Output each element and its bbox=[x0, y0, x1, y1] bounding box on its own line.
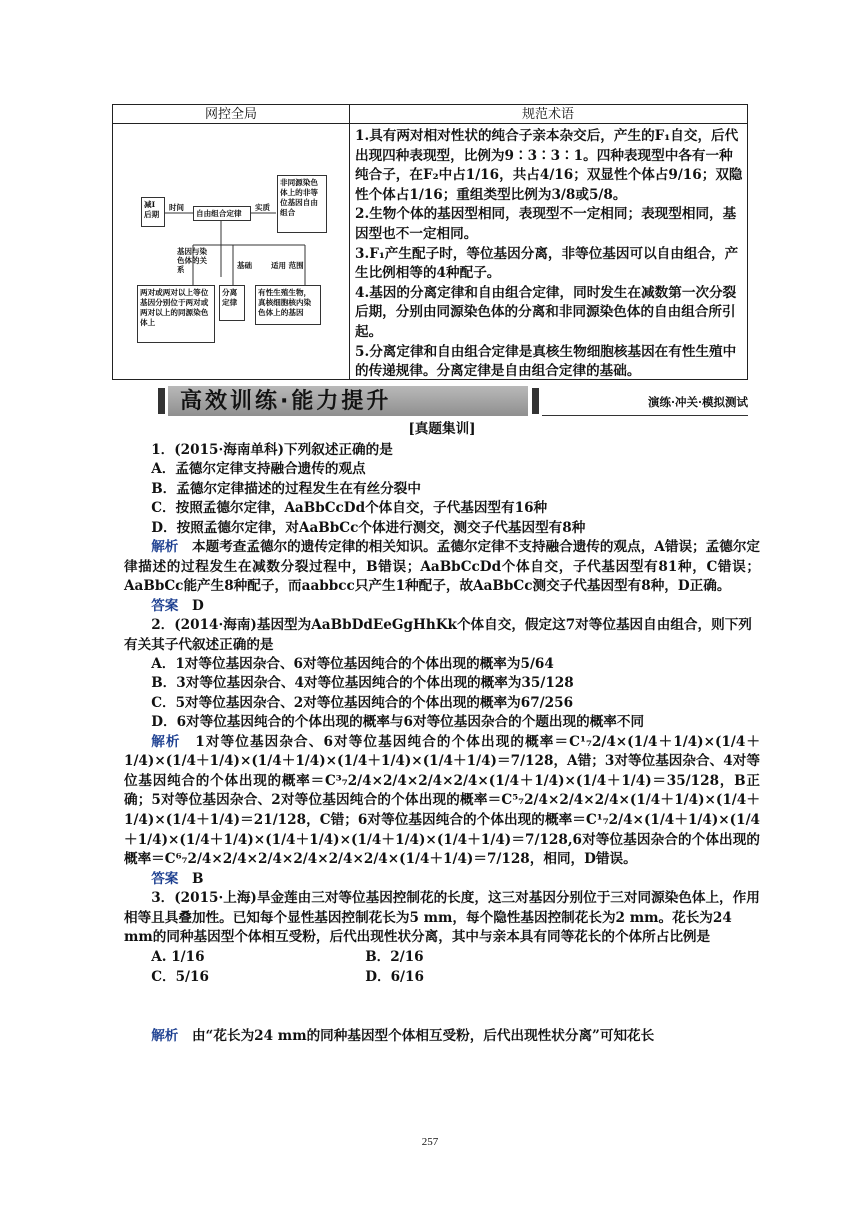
q1-option: A．孟德尔定律支持融合遗传的观点 bbox=[151, 461, 366, 478]
q1-option: D．按照孟德尔定律，对AaBbCc个体进行测交，测交子代基因型有8种 bbox=[151, 519, 586, 536]
label-essence: 实质 bbox=[255, 203, 270, 212]
page-number: 257 bbox=[421, 1136, 439, 1148]
q1-answer-label: 答案 bbox=[151, 597, 179, 614]
rule-item: 2.生物个体的基因型相同，表现型不一定相同；表现型相同，基因型也不一定相同。 bbox=[355, 206, 737, 242]
rule-item: 1.具有两对相对性状的纯合子亲本杂交后，产生的F₁自交，后代出现四种表现型，比例为9∶3∶3∶1。四种表现型中各有一种纯合子，在F₂中占1/16，共占4/16；双显性个体占9/16；双隐性个体占1/16；重组类型比例为3/8或5/8。 bbox=[355, 128, 743, 203]
q1-analysis-text: 本题考查孟德尔的遗传定律的相关知识。孟德尔定律不支持融合遗传的观点，A错误；孟德尔定律描述的过程发生在减数分裂过程中，B错误；AaBbCcDd个体自交，子代基因型有81种，C错误；AaBbCc能产生8种配子，而aabbcc只产生1种配子，故AaBbCc测交子代基因型有8种，D正确。 bbox=[124, 539, 761, 595]
table-divider bbox=[349, 105, 350, 379]
rule-item: 5.分离定律和自由组合定律是真核生物细胞核基因在有性生殖中的传递规律。分离定律是自由组合定律的基础。 bbox=[355, 343, 737, 380]
label-time: 时间 bbox=[169, 203, 184, 212]
q1-answer-value: D bbox=[191, 597, 204, 614]
node-free-combination-law: 自由组合定律 bbox=[193, 206, 251, 221]
label-gene-chromosome-relation: 基因与染色体的关系 bbox=[177, 247, 207, 274]
q3-option: B．2/16 bbox=[365, 949, 424, 966]
q3-options-row bbox=[124, 967, 760, 987]
q3-analysis-text: 由“花长为24 mm的同种基因型个体相互受粉，后代出现性状分离”可知花长 bbox=[191, 1028, 655, 1045]
q3-analysis bbox=[124, 1027, 760, 1047]
q2-analysis bbox=[124, 733, 760, 870]
q2-option: B．3对等位基因杂合、4对等位基因纯合的个体出现的概率为35/128 bbox=[151, 675, 574, 692]
q1-analysis bbox=[124, 538, 760, 597]
section-banner bbox=[158, 384, 748, 418]
node-scope: 有性生殖生物，真核细胞核内染色体上的基因 bbox=[255, 285, 321, 325]
table-header-terms: 规范术语 bbox=[349, 105, 747, 124]
label-scope: 适用 范围 bbox=[271, 261, 304, 270]
q2-answer-value: B bbox=[191, 870, 204, 887]
node-segregation-law: 分离定律 bbox=[219, 285, 245, 321]
label-basis: 基础 bbox=[237, 261, 252, 270]
banner-rule bbox=[542, 415, 748, 416]
q3-option: D．6/16 bbox=[365, 969, 424, 986]
q2-answer bbox=[124, 870, 760, 889]
rule-item: 4.基因的分离定律和自由组合定律，同时发生在减数第一次分裂后期，分别由同源染色体的分离和非同源染色体的自由组合所引起。 bbox=[355, 284, 737, 340]
q2-option: A．1对等位基因杂合、6对等位基因纯合的个体出现的概率为5/64 bbox=[151, 656, 554, 673]
q2-answer-label: 答案 bbox=[151, 870, 179, 887]
q2-option: C．5对等位基因杂合、2对等位基因纯合的个体出现的概率为67/256 bbox=[151, 694, 574, 711]
section-title: [真题集训] bbox=[408, 421, 476, 437]
summary-table bbox=[112, 104, 748, 380]
q2-analysis-label: 解析 bbox=[151, 733, 181, 750]
q3-analysis-label: 解析 bbox=[151, 1028, 179, 1045]
table-header-overview: 网控全局 bbox=[113, 105, 349, 124]
q1-answer bbox=[124, 597, 760, 616]
node-essence: 非同源染色体上的非等位基因自由组合 bbox=[277, 175, 327, 233]
q2-analysis-text: 1对等位基因杂合、6对等位基因纯合的个体出现的概率＝C¹₇2/4×(1/4＋1/4)×(1/4＋1/4)×(1/4＋1/4)×(1/4＋1/4)×(1/4＋1/4)×(1/4＋1/4)＝7/128，A错；3对等位基因杂合、4对等位基因纯合的个体出现的概率＝C³₇2/4×2/4×2/4×2/4×(1/4＋1/4)×(1/4＋1/4)＝35/128，B正确；5对等位基因杂合、2对等位基因纯合的个体出现的概率＝C⁵₇2/4×2/4×2/4×(1/4＋1/4)×(1/4＋1/4)×(1/4＋1/4)＝21/128，C错；6对等位基因纯合的个体出现的概率＝C¹₇2/4×(1/4＋1/4)×(1/4＋1/4)×(1/4＋1/4)×(1/4＋1/4)×(1/4＋1/4)×(1/4＋1/4)＝7/128,6对等位基因杂合的个体出现的概率＝C⁶₇2/4×2/4×2/4×2/4×2/4×2/4×(1/4＋1/4)＝7/128，相同，D错误。 bbox=[124, 733, 761, 868]
banner-title: 高效训练·能力提升 bbox=[180, 389, 392, 414]
rule-item: 3.F₁产生配子时，等位基因分离，非等位基因可以自由组合，产生比例相等的4种配子。 bbox=[355, 245, 739, 282]
concept-map-diagram bbox=[113, 125, 349, 381]
q2-stem: 2．(2014·海南)基因型为AaBbDdEeGgHhKk个体自交，假定这7对等位基因自由组合，则下列有关其子代叙述正确的是 bbox=[124, 617, 752, 653]
node-meiosis: 减Ⅰ后期 bbox=[141, 197, 165, 227]
q1-option: B．孟德尔定律描述的过程发生在有丝分裂中 bbox=[151, 480, 421, 497]
q3-option: C．5/16 bbox=[151, 969, 209, 986]
node-gene-location: 两对或两对以上等位基因分别位于两对或两对以上的同源染色体上 bbox=[137, 285, 215, 343]
q3-option: A. 1/16 bbox=[151, 949, 205, 966]
term-rules-list bbox=[355, 127, 743, 382]
banner-subtitle: 演练·冲关·模拟测试 bbox=[647, 395, 748, 409]
q3-stem: 3．(2015·上海)旱金莲由三对等位基因控制花的长度，这三对基因分别位于三对同源染色体上，作用相等且具叠加性。已知每个显性基因控制花长为5 mm，每个隐性基因控制花长为2 mm。花长为24 mm的同种基因型个体相互受粉，后代出现性状分离，其中与亲本具有同等花长的个体所占比例是 bbox=[124, 890, 760, 946]
banner-right-bar bbox=[532, 388, 539, 414]
q3-options-row bbox=[124, 947, 760, 967]
q1-option: C．按照孟德尔定律，AaBbCcDd个体自交，子代基因型有16种 bbox=[151, 500, 548, 517]
banner-left-bar bbox=[158, 388, 165, 414]
q1-analysis-label: 解析 bbox=[151, 539, 179, 556]
q1-stem: 1．(2015·海南单科)下列叙述正确的是 bbox=[151, 442, 393, 458]
exercise-body bbox=[124, 420, 760, 1047]
q2-option: D．6对等位基因纯合的个体出现的概率与6对等位基因杂合的个题出现的概率不同 bbox=[151, 714, 645, 731]
